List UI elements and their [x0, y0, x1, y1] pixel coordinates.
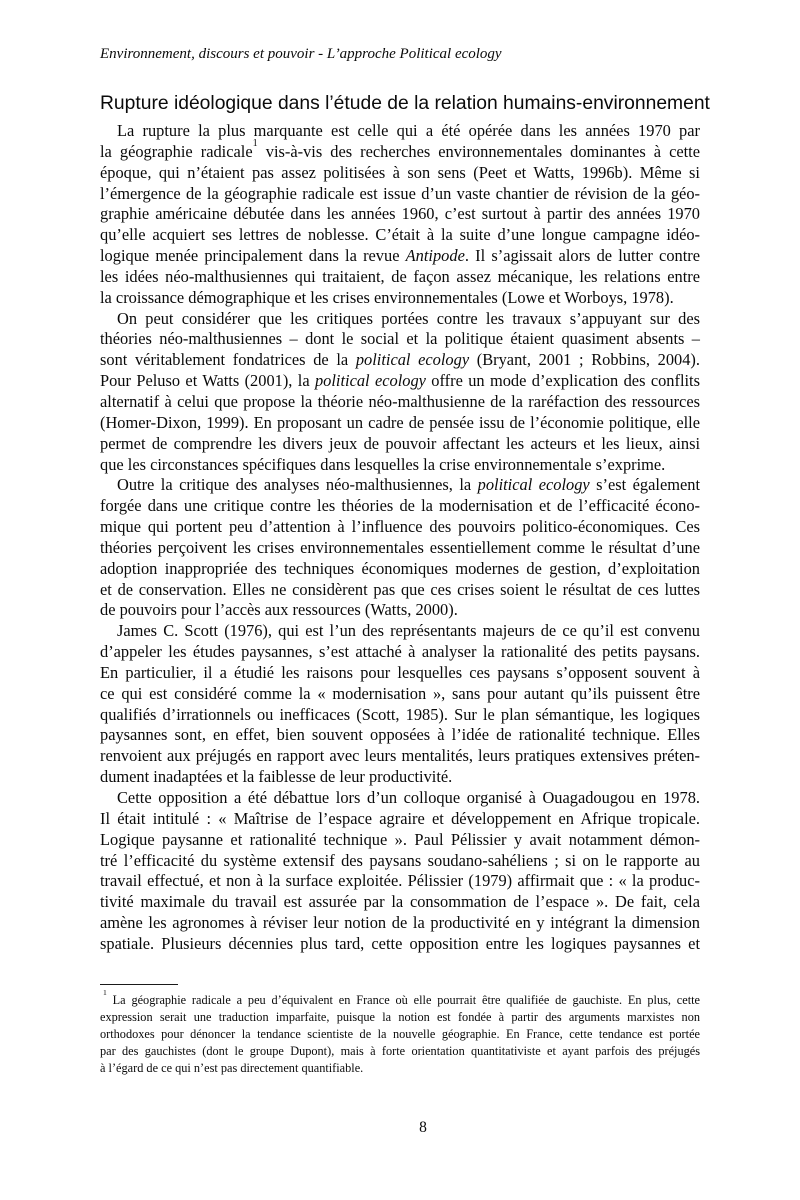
- text-line: sont véritablement fondatrices de la political ecology (Bryant, 2001 ; Robbins, 2004).: [100, 350, 700, 370]
- text-line: l’émergence de la géographie radicale est issue d’un vaste chantier de révision de la géo-: [100, 183, 700, 203]
- text-line: dument inadaptées et la faiblesse de leur productivité.: [100, 767, 453, 787]
- text-line: adoption inappropriée des techniques économiques modernes de gestion, d’exploitation: [100, 558, 700, 578]
- text-line: à l’égard de ce qui n’est pas directement quantifiable.: [100, 1061, 364, 1076]
- footnote-rule: [100, 984, 178, 985]
- text-line: graphie américaine débutée dans les années 1960, c’est surtout à partir des années 1970: [100, 204, 700, 224]
- text-line: tivité maximale du travail est assurée par la consommation de l’espace ». De fait, cela: [100, 892, 700, 912]
- text-line: orthodoxes pour dénoncer la tendance scientiste de la nouvelle géographie. En France, cette tendance est portée: [100, 1027, 700, 1042]
- text-line: James C. Scott (1976), qui est l’un des représentants majeurs de ce qu’il est convenu: [117, 621, 700, 641]
- text-line: les idées néo-malthusiennes qui traitaient, de façon assez mécanique, les relations entre: [100, 266, 700, 286]
- paragraph: [100, 121, 700, 309]
- text-line: Cette opposition a été débattue lors d’un colloque organisé à Ouagadougou en 1978.: [117, 788, 700, 807]
- text-line: théories perçoivent les crises environnementales essentiellement comme le résultat d’une: [100, 537, 700, 557]
- paragraph: [100, 788, 700, 955]
- paragraph: [100, 621, 700, 788]
- text-line: la croissance démographique et les crises environnementales (Lowe et Worboys, 1978).: [100, 287, 674, 307]
- text-line: travail effectué, et non à la surface exploitée. Pélissier (1979) affirmait que : « la produc-: [100, 871, 700, 891]
- text-line: mique qui portent peu d’attention à l’influence des pouvoirs politico-économiques. Ces: [100, 517, 700, 537]
- section-heading: Rupture idéologique dans l’étude de la relation humains-environnement: [100, 93, 710, 114]
- text-line: expression serait une traduction imparfaite, puisque la notion est fondée à partir des arguments marxistes non: [100, 1010, 700, 1025]
- text-line: la géographie radicale$^1$ vis-à-vis des recherches environnementales dominantes à cette: [100, 137, 701, 161]
- text-line: époque, qui n’étaient pas assez politisées à son sens (Peet et Watts, 1996b). Même si: [100, 162, 700, 182]
- text-line: (Homer-Dixon, 1999). En proposant un cadre de pensée issu de l’économie politique, elle: [100, 412, 700, 432]
- running-header: Environnement, discours et pouvoir - L’approche Political ecology: [100, 46, 502, 62]
- text-line: forgée dans une critique contre les théories de la modernisation et de l’efficacité écono-: [100, 496, 700, 516]
- footnote: [100, 984, 700, 1077]
- text-line: paysannes sont, en effet, bien souvent opposées à l’idée de rationalité technique. Elles: [100, 725, 700, 745]
- text-line: amène les agronomes à réviser leur notion de la productivité en y intégrant la dimension: [100, 913, 700, 933]
- text-line: En particulier, il a étudié les raisons pour lesquelles ces paysans s’opposent souvent à: [100, 662, 700, 682]
- text-line: et de conservation. Elles ne considèrent pas que ces crises soient le résultat de ces luttes: [100, 579, 700, 599]
- text-line: permet de comprendre les divers jeux de pouvoir affectant les acteurs et les lieux, ainsi: [100, 433, 700, 453]
- body-text: [100, 121, 700, 955]
- text-line: d’appeler les études paysannes, s’est attaché à analyser la rationalité des petits paysans.: [100, 642, 700, 662]
- text-line: Outre la critique des analyses néo-malthusiennes, la political ecology s’est également: [117, 475, 700, 495]
- text-line: théories néo-malthusiennes – dont le social et la politique étaient quasiment absents –: [100, 329, 700, 349]
- text-line: La rupture la plus marquante est celle qui a été opérée dans les années 1970 par: [117, 121, 700, 140]
- page-number: 8: [419, 1119, 427, 1136]
- text-line: Logique paysanne et rationalité technique ». Paul Pélissier y avait notamment démon-: [100, 829, 700, 849]
- text-line: renvoient aux préjugés en rapport avec leurs mentalités, leurs pratiques extensives préten-: [100, 746, 700, 766]
- footnote-marker: 1: [252, 137, 258, 149]
- footnote-marker: 1: [103, 988, 107, 998]
- text-line: tré l’efficacité du système extensif des paysans soudano-sahéliens ; si on le rapporte au: [100, 850, 700, 870]
- paragraph: [100, 475, 700, 621]
- text-line: qu’elle acquiert ses lettres de noblesse. C’était à la suite d’une longue campagne idéo-: [100, 225, 700, 245]
- text-line: $^1$ La géographie radicale a peu d’équivalent en France où elle pourrait être qualifiée de gauchiste. En plus, cette: [103, 988, 700, 1007]
- text-line: logique menée principalement dans la revue Antipode. Il s’agissait alors de lutter contre: [100, 246, 700, 266]
- text-line: par des gauchistes (dont le groupe Dupont), mais à forte orientation quantitativiste et ayant parfois des préjugés: [100, 1044, 700, 1059]
- text-line: On peut considérer que les critiques portées contre les travaux s’appuyant sur des: [117, 308, 700, 328]
- text-line: qualifiés d’irrationnels ou inefficaces (Scott, 1985). Sur le plan sémantique, les logiques: [100, 704, 700, 724]
- footnote-text: [100, 988, 700, 1077]
- text-line: ce qui est considéré comme la « modernisation », sans pour autant qu’ils puissent être: [100, 683, 700, 703]
- text-line: alternatif à celui que propose la théorie néo-malthusienne de la raréfaction des ressources: [100, 391, 700, 411]
- text-line: de pouvoirs pour l’accès aux ressources (Watts, 2000).: [100, 600, 458, 620]
- text-line: Il était intitulé : « Maîtrise de l’espace agraire et développement en Afrique tropicale.: [100, 808, 700, 828]
- text-line: Pour Peluso et Watts (2001), la political ecology offre un mode d’explication des conflits: [100, 371, 700, 391]
- paragraph: [100, 309, 700, 476]
- text-line: que les circonstances spécifiques dans lesquelles la crise environnementale s’exprime.: [100, 454, 666, 474]
- text-line: spatiale. Plusieurs décennies plus tard, cette opposition entre les logiques paysannes et: [100, 933, 700, 953]
